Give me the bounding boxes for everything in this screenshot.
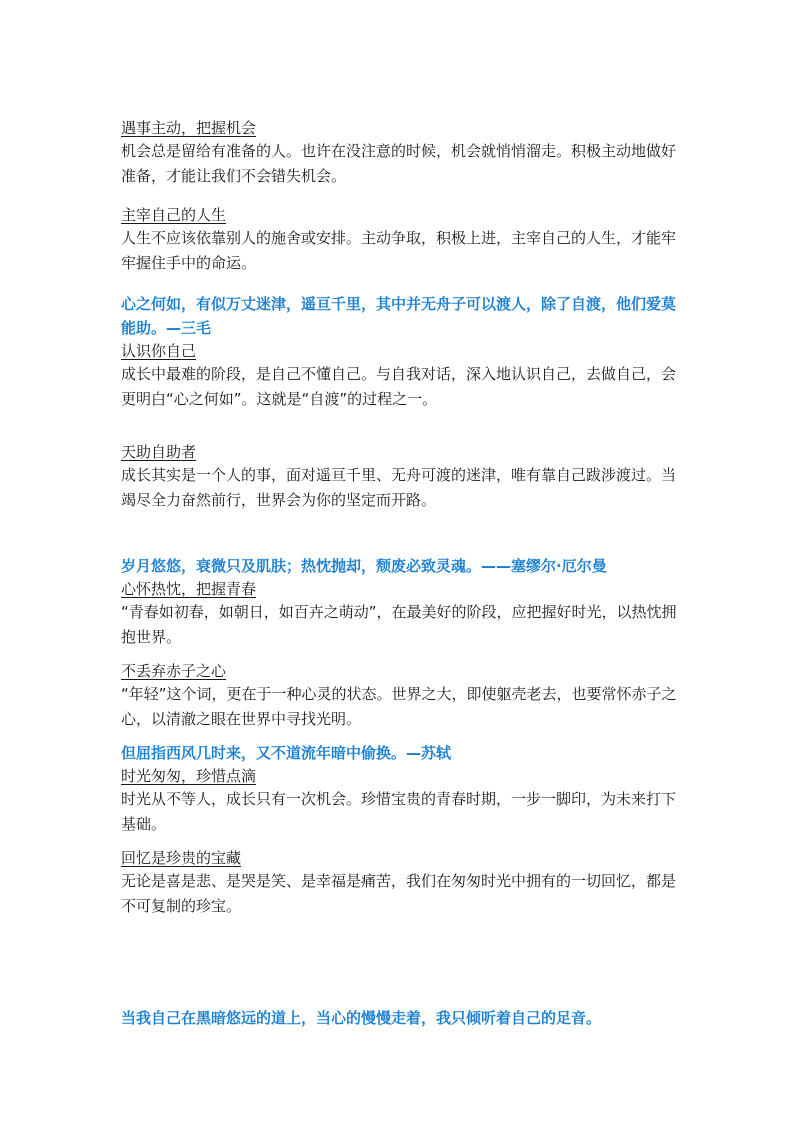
- section-body: “青春如初春，如朝日，如百卉之萌动”，在最美好的阶段，应把握好时光，以热忱拥抱世界。: [121, 603, 677, 646]
- section-heading: 不丢弃赤子之心: [121, 662, 227, 680]
- section-heading: 时光匆匆，珍惜点滴: [121, 767, 257, 785]
- closing-section: [121, 1006, 681, 1030]
- section-body: 成长其实是一个人的事，面对遥亘千里、无舟可渡的迷津，唯有靠自己跋涉渡过。当竭尽全力奋然前行，世界会为你的坚定而开路。: [121, 466, 677, 509]
- section-8: [121, 847, 681, 919]
- section-body: 机会总是留给有准备的人。也许在没注意的时候，机会就悄悄溜走。积极主动地做好准备，才能让我们不会错失机会。: [121, 142, 677, 185]
- section-5: [121, 554, 681, 650]
- section-2: [121, 204, 681, 276]
- quote-text: 心之何如，有似万丈迷津，遥亘千里，其中并无舟子可以渡人，除了自渡，他们爱莫能助。—三毛: [121, 295, 677, 337]
- closing-quote: 当我自己在黑暗悠远的道上，当心的慢慢走着，我只倾听着自己的足音。: [121, 1009, 602, 1027]
- section-heading: 心怀热忱，把握青春: [121, 580, 257, 598]
- section-heading: 认识你自己: [121, 342, 197, 360]
- section-7: [121, 741, 681, 837]
- quote-text: 但屈指西风几时来，又不道流年暗中偷换。—苏轼: [121, 744, 452, 762]
- section-heading: 遇事主动，把握机会: [121, 119, 257, 137]
- section-body: 无论是喜是悲、是哭是笑、是幸福是痛苦，我们在匆匆时光中拥有的一切回忆，都是不可复制的珍宝。: [121, 872, 677, 915]
- section-6: [121, 660, 681, 732]
- quote-text: 岁月悠悠，衰微只及肌肤；热忱抛却，颓废必致灵魂。——塞缪尔·厄尔曼: [121, 557, 607, 575]
- section-1: [121, 117, 681, 189]
- section-4: [121, 441, 681, 513]
- section-heading: 回忆是珍贵的宝藏: [121, 849, 242, 867]
- section-heading: 主宰自己的人生: [121, 206, 227, 224]
- section-body: “年轻”这个词，更在于一种心灵的状态。世界之大，即使躯壳老去，也要常怀赤子之心，以清澈之眼在世界中寻找光明。: [121, 685, 677, 728]
- section-body: 成长中最难的阶段，是自己不懂自己。与自我对话，深入地认识自己，去做自己，会更明白“心之何如”。这就是“自渡”的过程之一。: [121, 365, 677, 408]
- section-heading: 天助自助者: [121, 443, 197, 461]
- section-body: 人生不应该依靠别人的施舍或安排。主动争取，积极上进，主宰自己的人生，才能牢牢握住手中的命运。: [121, 229, 677, 272]
- section-3: [121, 292, 681, 412]
- section-body: 时光从不等人，成长只有一次机会。珍惜宝贵的青春时期，一步一脚印，为未来打下基础。: [121, 790, 677, 833]
